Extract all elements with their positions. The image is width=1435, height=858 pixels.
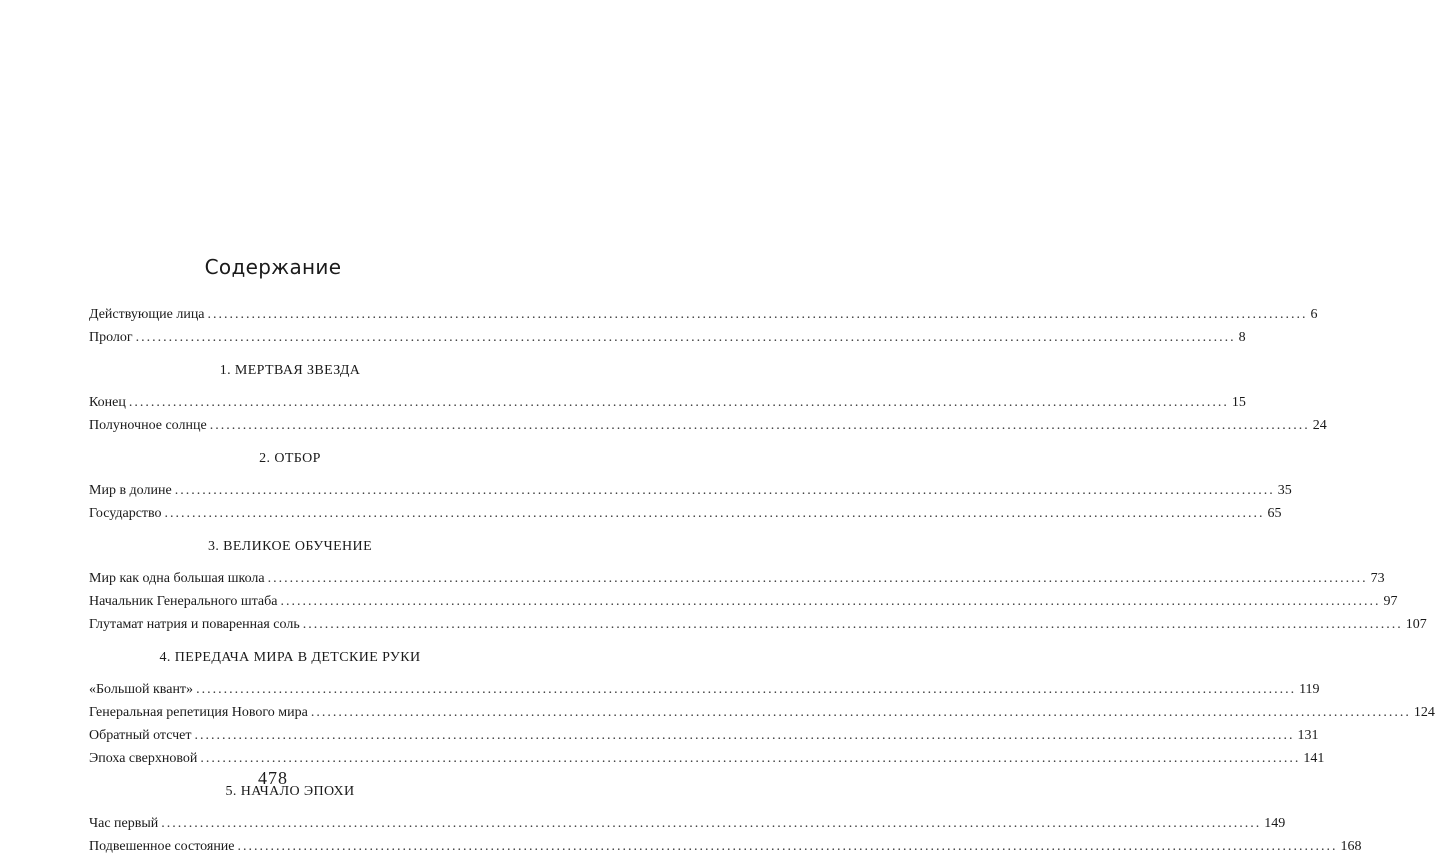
section-heading: 4. ПЕРЕДАЧА МИРА В ДЕТСКИЕ РУКИ xyxy=(159,650,421,665)
toc-section xyxy=(89,359,1327,437)
toc-entry-page: 73 xyxy=(1370,571,1385,586)
toc-entry-title: «Большой квант» xyxy=(89,682,194,697)
toc-entry-title: Эпоха сверхновой xyxy=(89,751,198,766)
toc-entry-title: Начальник Генерального штаба xyxy=(89,594,278,609)
dot-leader: ........................................................................................................................................................................................................ xyxy=(209,418,1310,433)
dot-leader: ........................................................................................................................................................................................................ xyxy=(135,330,1236,345)
section-heading: 5. НАЧАЛО ЭПОХИ xyxy=(225,784,355,799)
toc-entry xyxy=(89,590,1398,613)
page-title: Содержание xyxy=(204,255,342,279)
page-number: 478 xyxy=(258,768,288,788)
toc-entry xyxy=(89,414,1327,437)
dot-leader: ........................................................................................................................................................................................................ xyxy=(237,839,1338,854)
toc-entry xyxy=(89,567,1385,590)
toc-entry-title: Полуночное солнце xyxy=(89,418,207,433)
dot-leader: ........................................................................................................................................................................................................ xyxy=(194,728,1295,743)
toc-entry xyxy=(89,747,1325,770)
toc-entry-page: 149 xyxy=(1264,816,1286,831)
toc-entry-page: 131 xyxy=(1297,728,1319,743)
toc-entry-title: Мир в долине xyxy=(89,483,172,498)
toc-entry xyxy=(89,701,1435,724)
toc-entry-title: Обратный отсчет xyxy=(89,728,192,743)
toc-entry xyxy=(89,303,1318,326)
toc-entry xyxy=(89,326,1246,349)
toc-entry-page: 6 xyxy=(1310,307,1318,322)
dot-leader: ........................................................................................................................................................................................................ xyxy=(174,483,1275,498)
toc-entry-page: 141 xyxy=(1303,751,1325,766)
toc-entry xyxy=(89,391,1246,414)
toc-entry-title: Действующие лица xyxy=(89,307,205,322)
toc-entry-title: Конец xyxy=(89,395,126,410)
toc-entry-page: 119 xyxy=(1299,682,1320,697)
toc-entry xyxy=(89,613,1427,636)
toc-entry xyxy=(89,724,1319,747)
toc-entry-page: 24 xyxy=(1312,418,1327,433)
dot-leader: ........................................................................................................................................................................................................ xyxy=(310,705,1411,720)
dot-leader: ........................................................................................................................................................................................................ xyxy=(161,816,1262,831)
dot-leader: ........................................................................................................................................................................................................ xyxy=(207,307,1308,322)
dot-leader: ........................................................................................................................................................................................................ xyxy=(267,571,1368,586)
dot-leader: ........................................................................................................................................................................................................ xyxy=(196,682,1297,697)
toc-entry-title: Подвешенное состояние xyxy=(89,839,235,854)
toc-entry-title: Час первый xyxy=(89,816,159,831)
section-heading: 1. МЕРТВАЯ ЗВЕЗДА xyxy=(219,363,361,378)
toc-section xyxy=(89,535,1427,636)
toc-entry-page: 168 xyxy=(1340,839,1362,854)
toc-entry xyxy=(89,835,1362,858)
dot-leader: ........................................................................................................................................................................................................ xyxy=(302,617,1403,632)
toc-section xyxy=(89,780,1362,858)
toc-entry xyxy=(89,502,1282,525)
toc-entry xyxy=(89,678,1320,701)
dot-leader: ........................................................................................................................................................................................................ xyxy=(164,506,1265,521)
intro-entries xyxy=(89,303,1318,349)
dot-leader: ........................................................................................................................................................................................................ xyxy=(200,751,1301,766)
section-heading: 3. ВЕЛИКОЕ ОБУЧЕНИЕ xyxy=(207,539,373,554)
toc-entry-title: Генеральная репетиция Нового мира xyxy=(89,705,308,720)
section-heading: 2. ОТБОР xyxy=(259,451,321,466)
dot-leader: ........................................................................................................................................................................................................ xyxy=(280,594,1381,609)
toc-entry-page: 124 xyxy=(1413,705,1435,720)
toc-section xyxy=(89,646,1435,770)
toc-entry-page: 8 xyxy=(1238,330,1246,345)
toc-entry-page: 65 xyxy=(1267,506,1282,521)
toc-entry-page: 107 xyxy=(1405,617,1427,632)
toc-entry xyxy=(89,479,1292,502)
toc-entry-page: 35 xyxy=(1277,483,1292,498)
dot-leader: ........................................................................................................................................................................................................ xyxy=(128,395,1229,410)
toc-entry-page: 97 xyxy=(1383,594,1398,609)
toc-entry-title: Пролог xyxy=(89,330,133,345)
toc-entry-title: Мир как одна большая школа xyxy=(89,571,265,586)
toc-section xyxy=(89,447,1292,525)
toc-entry-title: Государство xyxy=(89,506,162,521)
toc-entry-title: Глутамат натрия и поваренная соль xyxy=(89,617,300,632)
toc-entry-page: 15 xyxy=(1231,395,1246,410)
toc-entry xyxy=(89,812,1286,835)
